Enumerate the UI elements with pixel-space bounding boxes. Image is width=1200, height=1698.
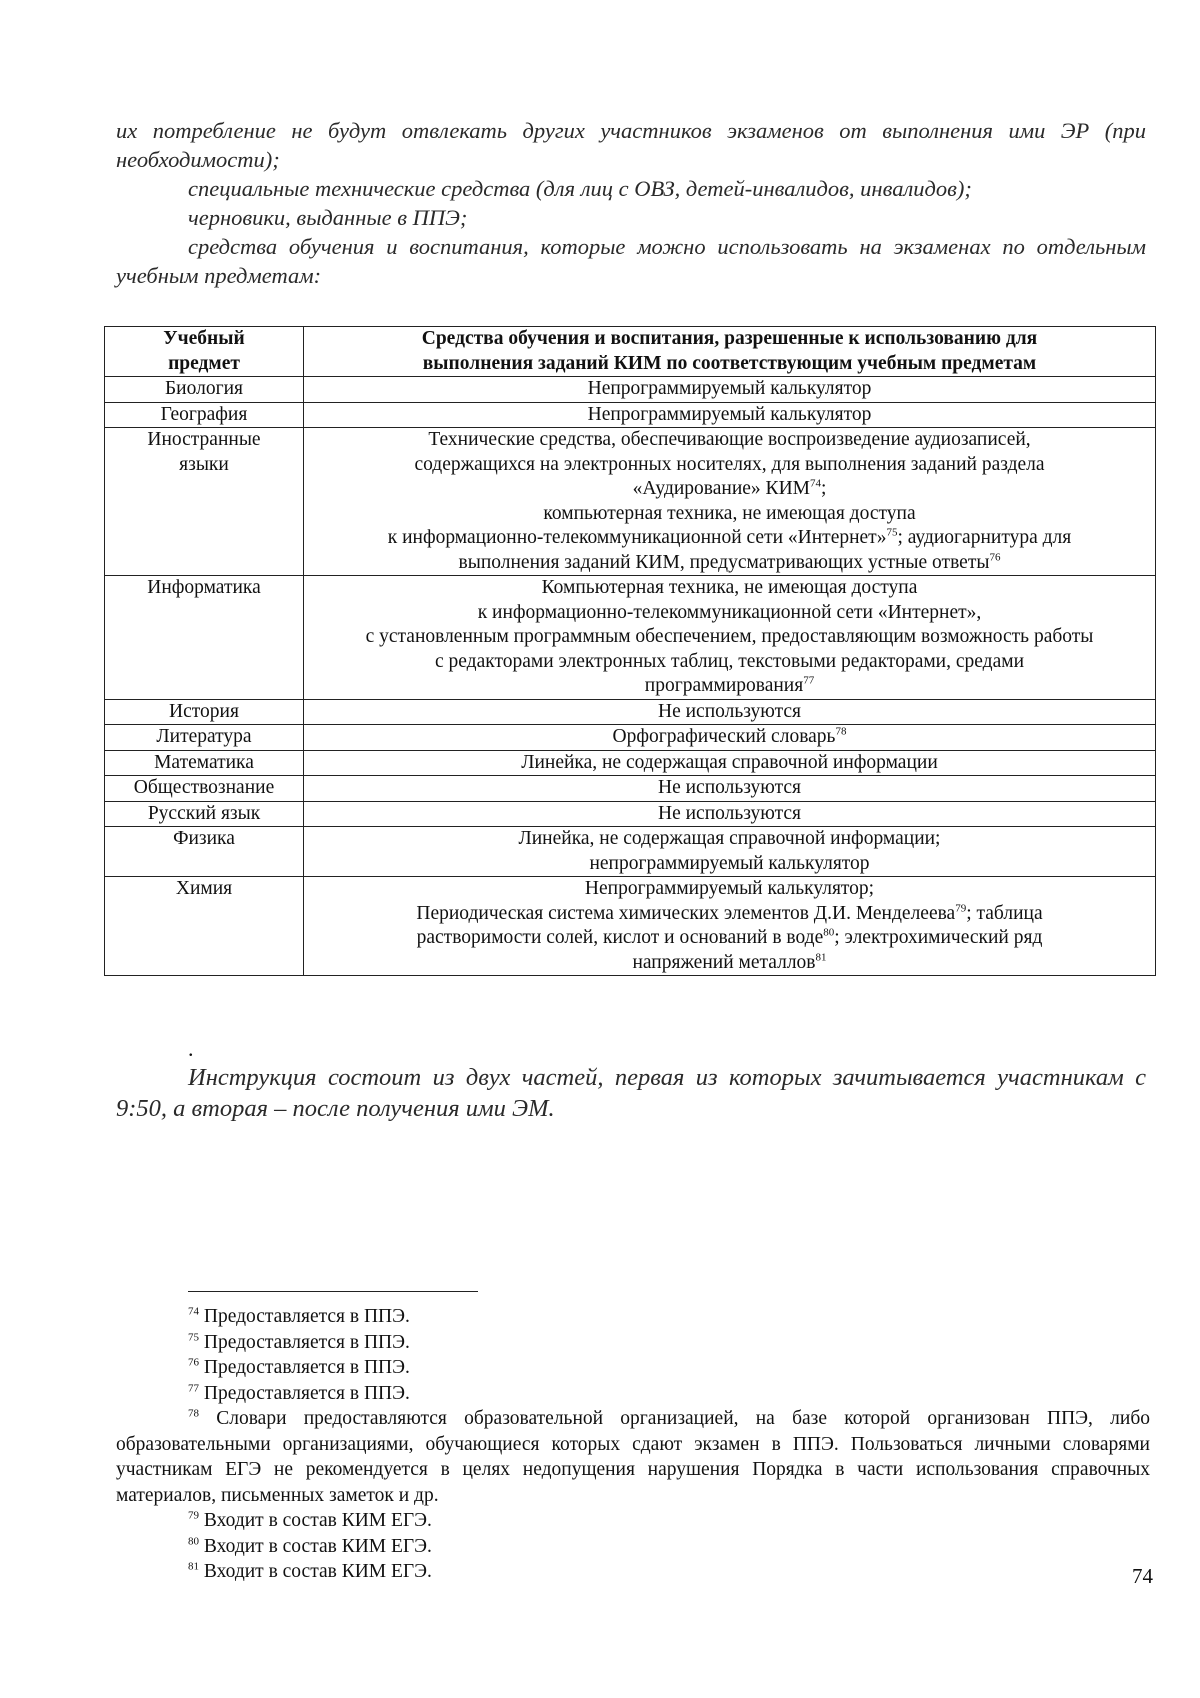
subject-cell: Математика bbox=[105, 750, 304, 776]
means-cell: Орфографический словарь$^{78}$ bbox=[304, 725, 1156, 751]
header-means: Средства обучения и воспитания, разрешенные к использованию для выполнения заданий КИМ по соответствующим учебным предметам bbox=[304, 327, 1156, 377]
footnote: $^{74}$ Предоставляется в ППЭ. bbox=[188, 1305, 410, 1327]
stray-dot: . bbox=[188, 1036, 194, 1061]
subject-cell: История bbox=[105, 699, 304, 725]
means-cell: Непрограммируемый калькулятор bbox=[304, 377, 1156, 403]
footnote: $^{80}$ Входит в состав КИМ ЕГЭ. bbox=[188, 1535, 432, 1557]
footnote: $^{78}$ Словари предоставляются образовательной организацией, на базе которой организован ППЭ, либо образовательными организациями, обучающиеся которых сдают экзамен в ППЭ. Пользоваться личными словарями участникам ЕГЭ не рекомендуется в целях недопущения нарушения Порядка в части использования справочных материалов, письменных заметок и др. bbox=[116, 1407, 1150, 1506]
table-row bbox=[105, 877, 1156, 976]
footnote-ref: 78 bbox=[835, 725, 847, 738]
footnote-ref: 75 bbox=[886, 526, 898, 539]
intro-paragraph: их потребление не будут отвлекать других участников экзаменов от выполнения ими ЭР (при необходимости); bbox=[116, 118, 1146, 172]
table-row bbox=[105, 699, 1156, 725]
subject-cell: Химия bbox=[105, 877, 304, 976]
table-row bbox=[105, 827, 1156, 877]
footnote-ref: 76 bbox=[989, 551, 1001, 563]
table-row bbox=[105, 402, 1156, 428]
table-row bbox=[105, 750, 1156, 776]
subject-cell: Русский язык bbox=[105, 801, 304, 827]
subject-cell: Физика bbox=[105, 827, 304, 877]
table-row bbox=[105, 801, 1156, 827]
subject-cell: Иностранные языки bbox=[105, 428, 304, 576]
header-subject: Учебный предмет bbox=[105, 327, 304, 377]
subject-cell: География bbox=[105, 402, 304, 428]
table-row bbox=[105, 576, 1156, 700]
footnote: $^{77}$ Предоставляется в ППЭ. bbox=[188, 1382, 410, 1404]
footnote: $^{81}$ Входит в состав КИМ ЕГЭ. bbox=[188, 1560, 432, 1582]
footnote: $^{76}$ Предоставляется в ППЭ. bbox=[188, 1356, 410, 1378]
subject-cell: Биология bbox=[105, 377, 304, 403]
footnote: $^{75}$ Предоставляется в ППЭ. bbox=[188, 1331, 410, 1353]
table-row bbox=[105, 776, 1156, 802]
intro-paragraph: черновики, выданные в ППЭ; bbox=[188, 205, 468, 230]
means-cell: Компьютерная техника, не имеющая доступа к информационно-телекоммуникационной сети «Интернет», с установленным программным обеспечением, предоставляющим возможность работы с редакторами электронных таблиц, текстовыми редакторами, средами программирования$^{77}$ bbox=[304, 576, 1156, 700]
subject-cell: Литература bbox=[105, 725, 304, 751]
intro-paragraph: средства обучения и воспитания, которые можно использовать на экзаменах по отдельным учебным предметам: bbox=[116, 234, 1146, 288]
means-cell: Не используются bbox=[304, 699, 1156, 725]
means-cell: Не используются bbox=[304, 801, 1156, 827]
table-row bbox=[105, 377, 1156, 403]
intro-text bbox=[116, 116, 1146, 290]
footnote-ref: 77 bbox=[803, 674, 815, 687]
allowed-means-table bbox=[104, 326, 1156, 976]
subject-cell: Информатика bbox=[105, 576, 304, 700]
footnote-ref: 74 bbox=[810, 477, 821, 490]
means-cell: Непрограммируемый калькулятор; Периодическая система химических элементов Д.И. Менделеева$^{79}$; таблица растворимости солей, кислот и оснований в воде$^{80}$; электрохимический ряд напряжений металлов$^{81}$ bbox=[304, 877, 1156, 976]
intro-paragraph: специальные технические средства (для лиц с ОВЗ, детей-инвалидов, инвалидов); bbox=[188, 176, 972, 201]
footnote-ref: 80 bbox=[823, 926, 835, 939]
instruction-text bbox=[116, 1062, 1146, 1124]
table-row bbox=[105, 428, 1156, 576]
means-cell: Технические средства, обеспечивающие воспроизведение аудиозаписей, содержащихся на электронных носителях, для выполнения заданий раздела «Аудирование» КИМ$^{74}$; компьютерная техника, не имеющая доступа к информационно-телекоммуникационной сети «Интернет»$^{75}$; аудиогарнитура для выполнения заданий КИМ, предусматривающих устные ответы$^{76}$ bbox=[304, 428, 1156, 576]
means-cell: Непрограммируемый калькулятор bbox=[304, 402, 1156, 428]
means-cell: Не используются bbox=[304, 776, 1156, 802]
subject-cell: Обществознание bbox=[105, 776, 304, 802]
means-cell: Линейка, не содержащая справочной информации; непрограммируемый калькулятор bbox=[304, 827, 1156, 877]
instruction-paragraph: Инструкция состоит из двух частей, первая из которых зачитывается участникам с 9:50, а вторая – после получения ими ЭМ. bbox=[116, 1064, 1146, 1122]
footnote-divider bbox=[188, 1291, 478, 1292]
table-header-row bbox=[105, 327, 1156, 377]
footnote-ref: 81 bbox=[815, 951, 827, 963]
page-number: 74 bbox=[1132, 1564, 1153, 1588]
footnote: $^{79}$ Входит в состав КИМ ЕГЭ. bbox=[188, 1509, 432, 1531]
footnote-ref: 79 bbox=[955, 902, 967, 914]
means-cell: Линейка, не содержащая справочной информации bbox=[304, 750, 1156, 776]
table-row bbox=[105, 725, 1156, 751]
footnotes bbox=[116, 1304, 1150, 1585]
